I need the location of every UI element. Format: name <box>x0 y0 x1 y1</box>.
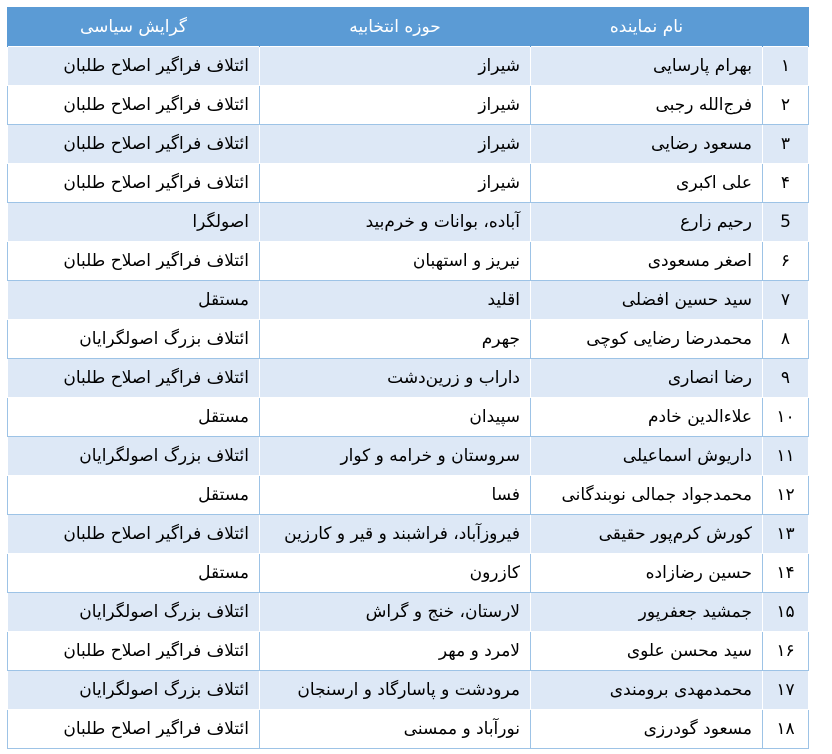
row-number: ۱۱ <box>763 437 809 476</box>
electoral-district: جهرم <box>260 320 531 359</box>
row-number: ۱۷ <box>763 671 809 710</box>
political-affiliation: ائتلاف فراگیر اصلاح طلبان <box>8 632 260 671</box>
row-number: ۹ <box>763 359 809 398</box>
table-row <box>8 554 809 593</box>
table-row <box>8 320 809 359</box>
electoral-district: نیریز و استهبان <box>260 242 531 281</box>
representative-name: جمشید جعفرپور <box>531 593 763 632</box>
representative-name: مسعود گودرزی <box>531 710 763 749</box>
table-row <box>8 671 809 710</box>
representative-name: علی اکبری <box>531 164 763 203</box>
representative-name: محمدمهدی برومندی <box>531 671 763 710</box>
representatives-table <box>7 7 809 749</box>
table-row <box>8 398 809 437</box>
electoral-district: کازرون <box>260 554 531 593</box>
header-name: نام نماینده <box>531 7 763 47</box>
representative-name: کورش کرم‌پور حقیقی <box>531 515 763 554</box>
row-number: ۸ <box>763 320 809 359</box>
representative-name: مسعود رضایی <box>531 125 763 164</box>
political-affiliation: اصولگرا <box>8 203 260 242</box>
electoral-district: شیراز <box>260 86 531 125</box>
political-affiliation: ائتلاف بزرگ اصولگرایان <box>8 671 260 710</box>
electoral-district: فیروزآباد، فراشبند و قیر و کارزین <box>260 515 531 554</box>
political-affiliation: ائتلاف بزرگ اصولگرایان <box>8 320 260 359</box>
political-affiliation: ائتلاف فراگیر اصلاح طلبان <box>8 47 260 86</box>
table-body <box>8 47 809 749</box>
row-number: ۱۶ <box>763 632 809 671</box>
table-row <box>8 164 809 203</box>
header-row <box>8 7 809 47</box>
table-row <box>8 437 809 476</box>
electoral-district: لارستان، خنج و گراش <box>260 593 531 632</box>
representative-name: محمدجواد جمالی نوبندگانی <box>531 476 763 515</box>
representative-name: اصغر مسعودی <box>531 242 763 281</box>
row-number: 5 <box>763 203 809 242</box>
electoral-district: شیراز <box>260 125 531 164</box>
political-affiliation: مستقل <box>8 476 260 515</box>
representative-name: فرج‌الله رجبی <box>531 86 763 125</box>
header-party: گرایش سیاسی <box>8 7 260 47</box>
table-row <box>8 203 809 242</box>
table-row <box>8 710 809 749</box>
row-number: ۱۲ <box>763 476 809 515</box>
electoral-district: آباده، بوانات و خرم‌بید <box>260 203 531 242</box>
representative-name: داریوش اسماعیلی <box>531 437 763 476</box>
political-affiliation: ائتلاف فراگیر اصلاح طلبان <box>8 710 260 749</box>
representative-name: سید حسین افضلی <box>531 281 763 320</box>
row-number: ۳ <box>763 125 809 164</box>
political-affiliation: ائتلاف فراگیر اصلاح طلبان <box>8 515 260 554</box>
representative-name: علاءالدین خادم <box>531 398 763 437</box>
table-row <box>8 86 809 125</box>
representative-name: بهرام پارسایی <box>531 47 763 86</box>
row-number: ۱۰ <box>763 398 809 437</box>
electoral-district: شیراز <box>260 164 531 203</box>
table-row <box>8 242 809 281</box>
electoral-district: مرودشت و پاسارگاد و ارسنجان <box>260 671 531 710</box>
political-affiliation: مستقل <box>8 398 260 437</box>
electoral-district: لامرد و مهر <box>260 632 531 671</box>
electoral-district: سپیدان <box>260 398 531 437</box>
header-district: حوزه انتخابیه <box>260 7 531 47</box>
representative-name: رضا انصاری <box>531 359 763 398</box>
political-affiliation: ائتلاف فراگیر اصلاح طلبان <box>8 125 260 164</box>
table-row <box>8 632 809 671</box>
electoral-district: نورآباد و ممسنی <box>260 710 531 749</box>
representative-name: حسین رضازاده <box>531 554 763 593</box>
political-affiliation: ائتلاف بزرگ اصولگرایان <box>8 437 260 476</box>
representative-name: رحیم زارع <box>531 203 763 242</box>
table-row <box>8 47 809 86</box>
row-number: ۱۳ <box>763 515 809 554</box>
political-affiliation: ائتلاف بزرگ اصولگرایان <box>8 593 260 632</box>
electoral-district: اقلید <box>260 281 531 320</box>
political-affiliation: ائتلاف فراگیر اصلاح طلبان <box>8 164 260 203</box>
row-number: ۲ <box>763 86 809 125</box>
row-number: ۷ <box>763 281 809 320</box>
political-affiliation: ائتلاف فراگیر اصلاح طلبان <box>8 242 260 281</box>
row-number: ۶ <box>763 242 809 281</box>
political-affiliation: مستقل <box>8 554 260 593</box>
table-row <box>8 476 809 515</box>
row-number: ۱۵ <box>763 593 809 632</box>
representative-name: محمدرضا رضایی کوچی <box>531 320 763 359</box>
table-row <box>8 593 809 632</box>
political-affiliation: مستقل <box>8 281 260 320</box>
table-row <box>8 515 809 554</box>
row-number: ۱۸ <box>763 710 809 749</box>
electoral-district: شیراز <box>260 47 531 86</box>
electoral-district: داراب و زرین‌دشت <box>260 359 531 398</box>
electoral-district: فسا <box>260 476 531 515</box>
row-number: ۱ <box>763 47 809 86</box>
row-number: ۴ <box>763 164 809 203</box>
header-number <box>763 7 809 47</box>
row-number: ۱۴ <box>763 554 809 593</box>
political-affiliation: ائتلاف فراگیر اصلاح طلبان <box>8 86 260 125</box>
table-row <box>8 359 809 398</box>
table-row <box>8 281 809 320</box>
table-row <box>8 125 809 164</box>
electoral-district: سروستان و خرامه و کوار <box>260 437 531 476</box>
table-header <box>8 7 809 47</box>
representative-name: سید محسن علوی <box>531 632 763 671</box>
political-affiliation: ائتلاف فراگیر اصلاح طلبان <box>8 359 260 398</box>
